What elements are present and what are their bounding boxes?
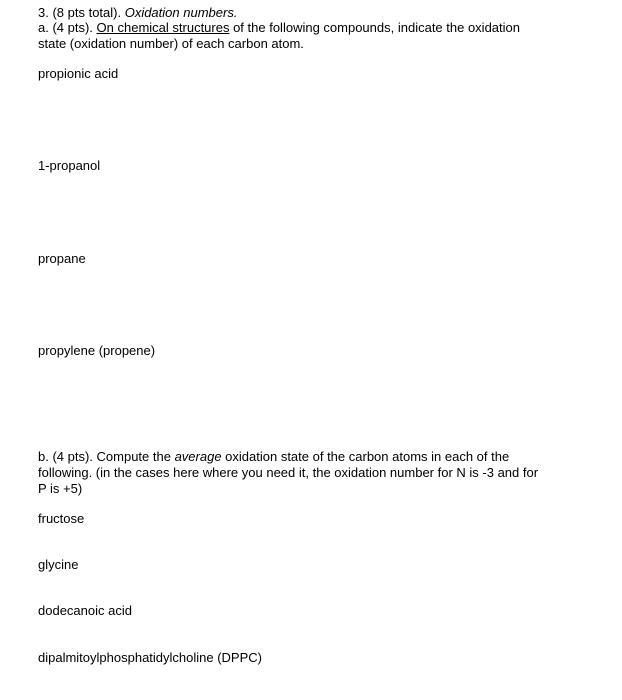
- compound-dodecanoic-acid: dodecanoic acid: [38, 603, 132, 618]
- part-a-underlined-phrase: On chemical structures: [96, 20, 230, 35]
- part-a-instruction-line2: state (oxidation number) of each carbon atom.: [38, 36, 304, 51]
- compound-1-propanol: 1-propanol: [38, 158, 101, 173]
- part-b-prefix: b. (4 pts). Compute the: [38, 449, 175, 464]
- part-a-instruction-rest: of the following compounds, indicate the oxidation: [229, 20, 520, 35]
- part-a-instruction-line1: [38, 20, 520, 36]
- part-b-italic-word: average: [174, 449, 222, 464]
- question-title: Oxidation numbers.: [124, 5, 238, 20]
- question-number: 3. (8 pts total).: [38, 5, 125, 20]
- question-header: [38, 5, 237, 21]
- compound-dppc: dipalmitoylphosphatidylcholine (DPPC): [38, 650, 262, 665]
- part-a-prefix: a. (4 pts).: [38, 20, 97, 35]
- compound-propionic-acid: propionic acid: [38, 66, 119, 81]
- compound-fructose: fructose: [38, 511, 85, 526]
- compound-propylene: propylene (propene): [38, 343, 156, 358]
- part-b-instruction-line2: following. (in the cases here where you need it, the oxidation number for N is -3 and for: [38, 465, 539, 480]
- part-b-instruction-rest: oxidation state of the carbon atoms in each of the: [221, 449, 510, 464]
- compound-glycine: glycine: [38, 557, 79, 572]
- part-b-instruction-line3: P is +5): [38, 481, 83, 496]
- compound-propane: propane: [38, 251, 86, 266]
- part-b-instruction-line1: [38, 449, 509, 465]
